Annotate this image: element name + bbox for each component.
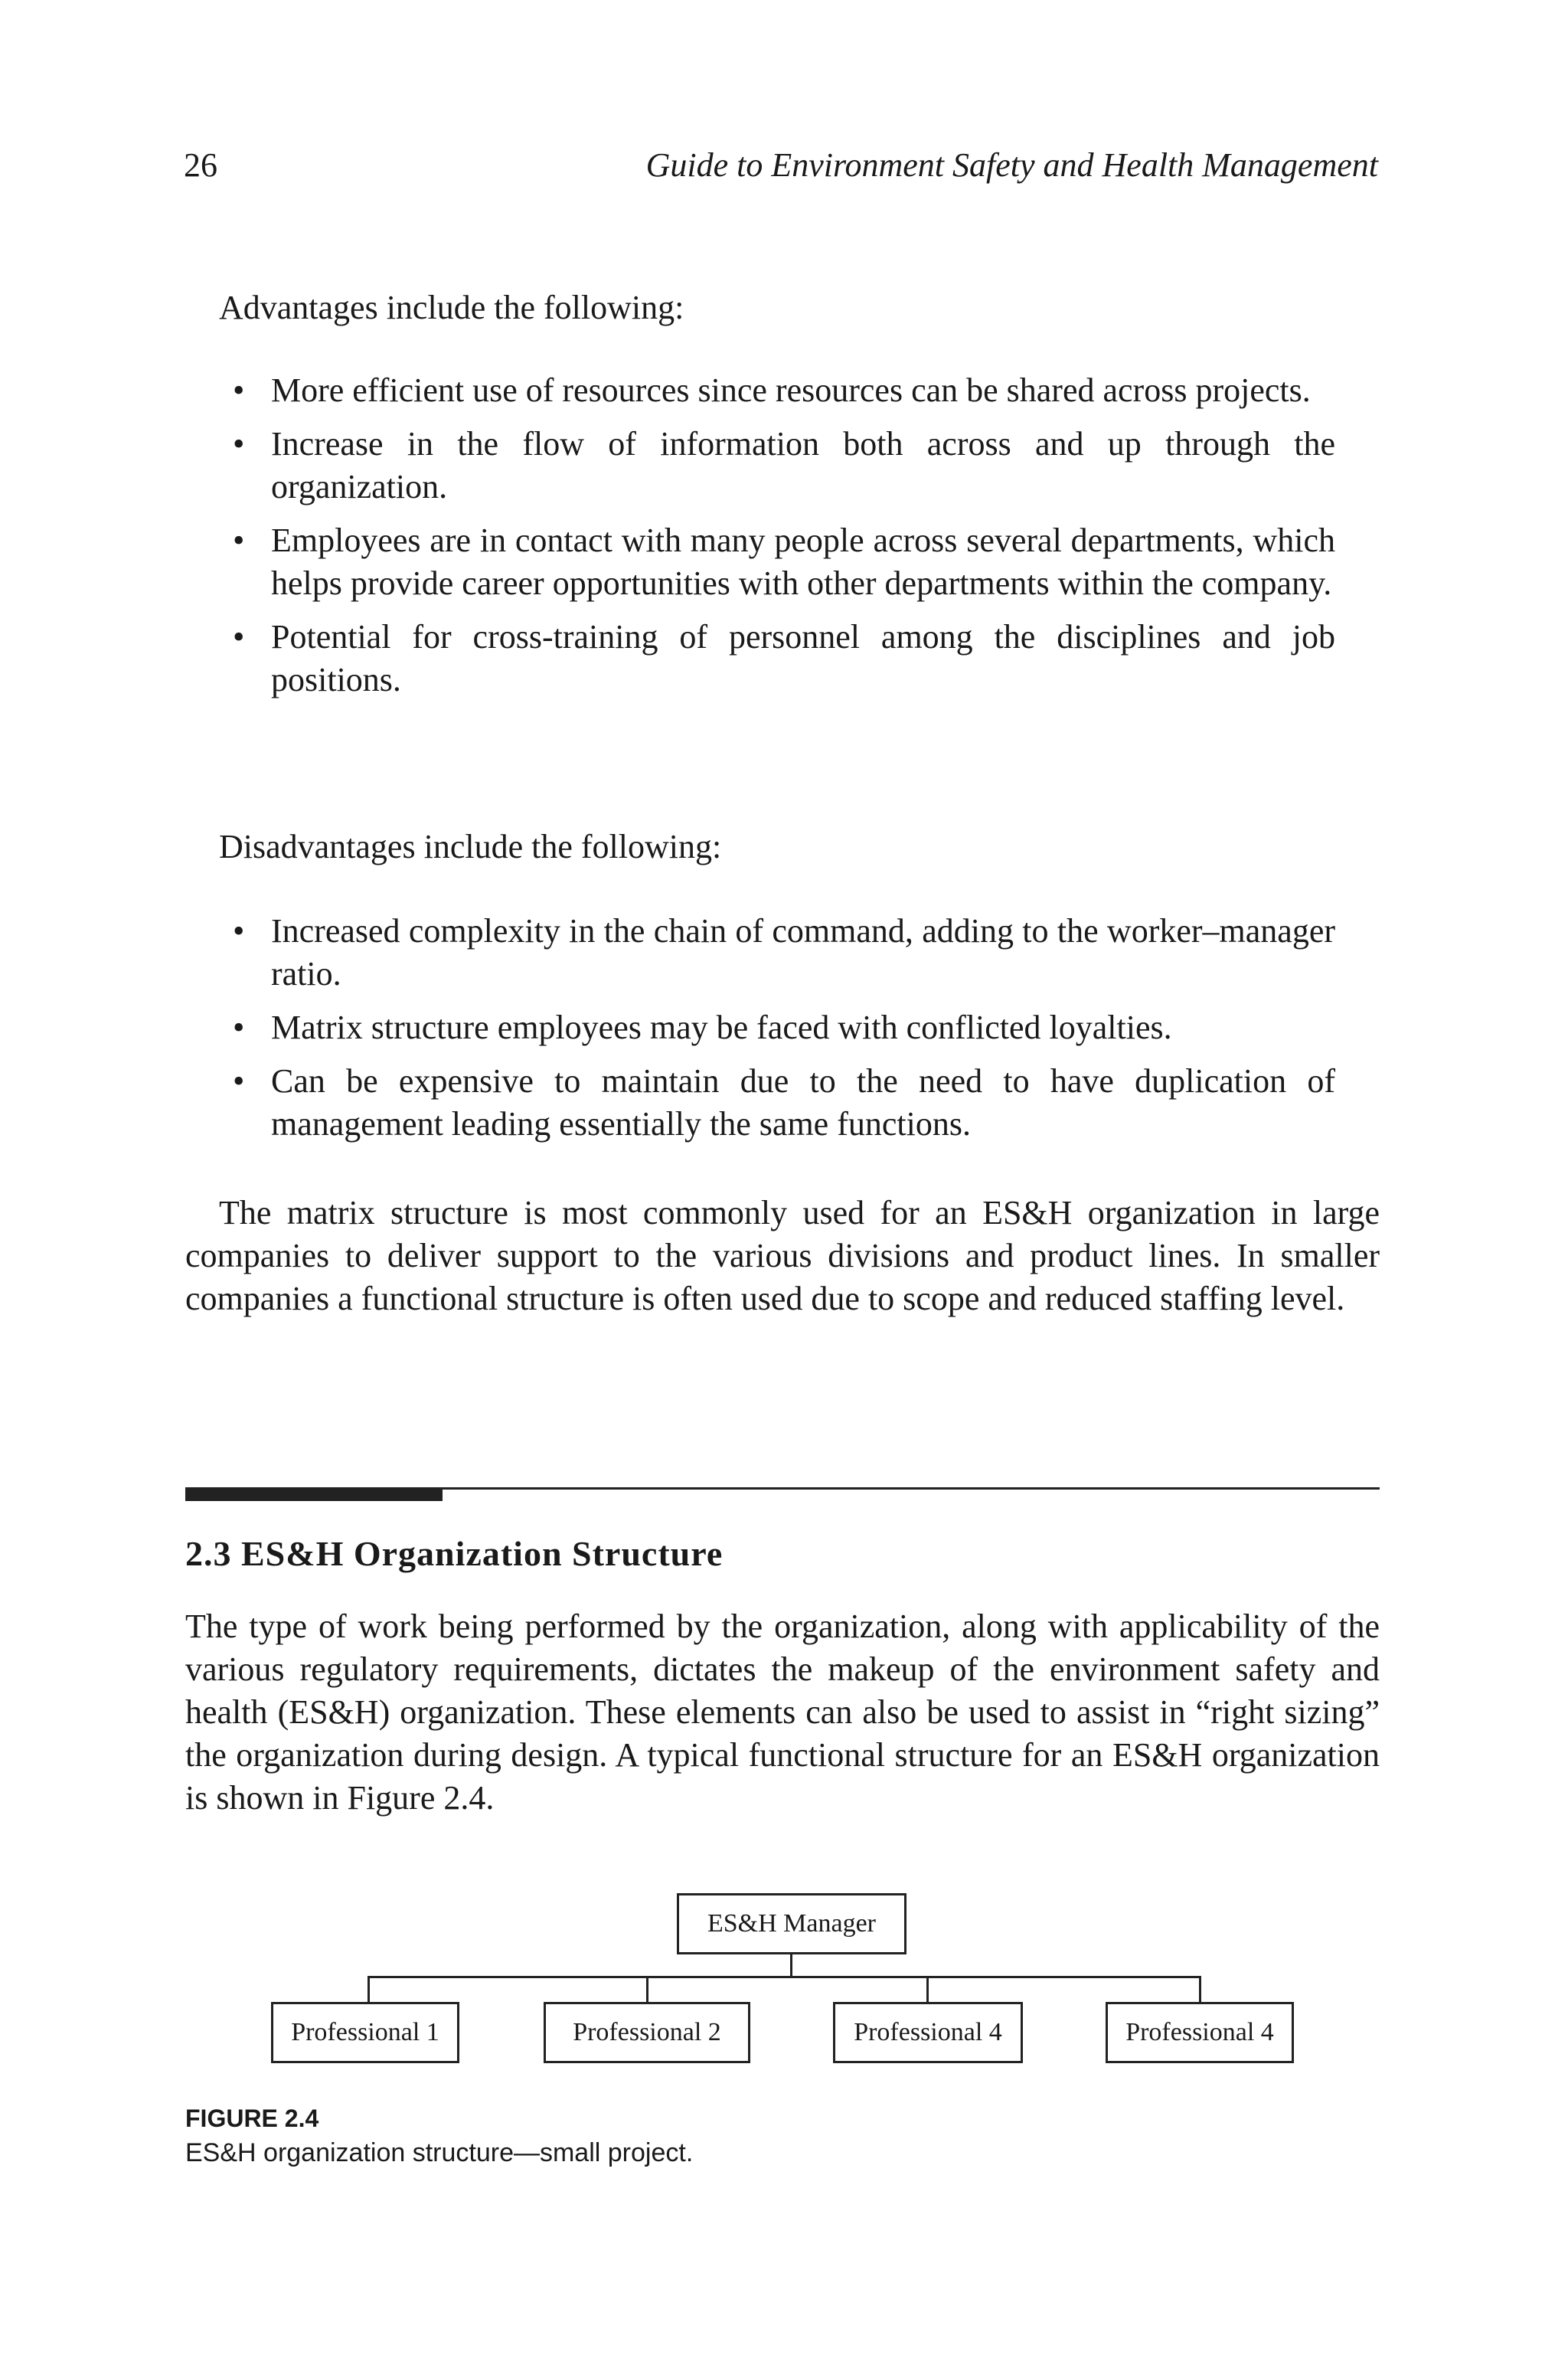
org-manager-box: ES&H Manager [677,1893,906,1954]
list-item-text: Increased complexity in the chain of command, adding to the worker–manager ratio. [271,912,1335,993]
list-item-text: Matrix structure employees may be faced with conflicted loyalties. [271,1009,1172,1046]
page-number: 26 [184,146,217,184]
list-item-text: Potential for cross-training of personnel among the disciplines and job positions. [271,618,1335,698]
list-item: • Can be expensive to maintain due to the need to have duplication of management leading essentially the same functions. [233,1062,1335,1143]
advantages-intro: Advantages include the following: [219,289,684,326]
org-connector-vertical-2 [646,1976,648,2003]
section-heading: 2.3 ES&H Organization Structure [185,1534,724,1573]
org-connector-horizontal [368,1976,1200,1978]
list-item-text: More efficient use of resources since resources can be shared across projects. [271,371,1311,409]
section-rule-thin [443,1487,1380,1490]
org-professional-box: Professional 4 [833,2002,1023,2063]
list-item-text: Can be expensive to maintain due to the need to have duplication of management leading essentially the same functions. [271,1062,1335,1143]
disadvantages-list [230,910,1335,1156]
org-connector-vertical-1 [368,1976,370,2003]
org-connector-vertical-manager [790,1954,792,1977]
running-head: Guide to Environment Safety and Health Management [645,146,1378,184]
list-item-text: Employees are in contact with many people across several departments, which helps provide career opportunities with other departments within the company. [271,522,1335,602]
list-item: • More efficient use of resources since resources can be shared across projects. [233,371,1311,409]
list-item: • Matrix structure employees may be faced with conflicted loyalties. [233,1009,1172,1046]
section-rule-thick [185,1487,443,1501]
list-item: • Increased complexity in the chain of command, adding to the worker–manager ratio. [233,912,1335,993]
advantages-list [230,369,1335,712]
list-item: • Increase in the flow of information both across and up through the organization. [233,425,1335,505]
org-connector-vertical-4 [1199,1976,1201,2003]
disadvantages-intro: Disadvantages include the following: [219,828,722,865]
figure-caption: ES&H organization structure—small project. [185,2138,694,2167]
list-item: • Potential for cross-training of personnel among the disciplines and job positions. [233,618,1335,698]
org-professional-box: Professional 2 [544,2002,750,2063]
figure-label: FIGURE 2.4 [185,2105,319,2132]
matrix-paragraph: The matrix structure is most commonly used for an ES&H organization in large companies to deliver support to the various divisions and product lines. In smaller companies a functional structure is often used due to scope and reduced staffing level. [185,1194,1380,1317]
list-item: • Employees are in contact with many people across several departments, which helps provide career opportunities with other departments within the company. [233,522,1335,602]
org-professional-box: Professional 4 [1106,2002,1294,2063]
list-item-text: Increase in the flow of information both across and up through the organization. [271,425,1335,505]
section-body: The type of work being performed by the organization, along with applicability of the various regulatory requirements, dictates the makeup of the environment safety and health (ES&H) organization. These elements can also be used to assist in “right sizing” the organization during design. A typical functional structure for an ES&H organization is shown in Figure 2.4. [185,1608,1380,1817]
org-connector-vertical-3 [926,1976,929,2003]
org-professional-box: Professional 1 [271,2002,459,2063]
